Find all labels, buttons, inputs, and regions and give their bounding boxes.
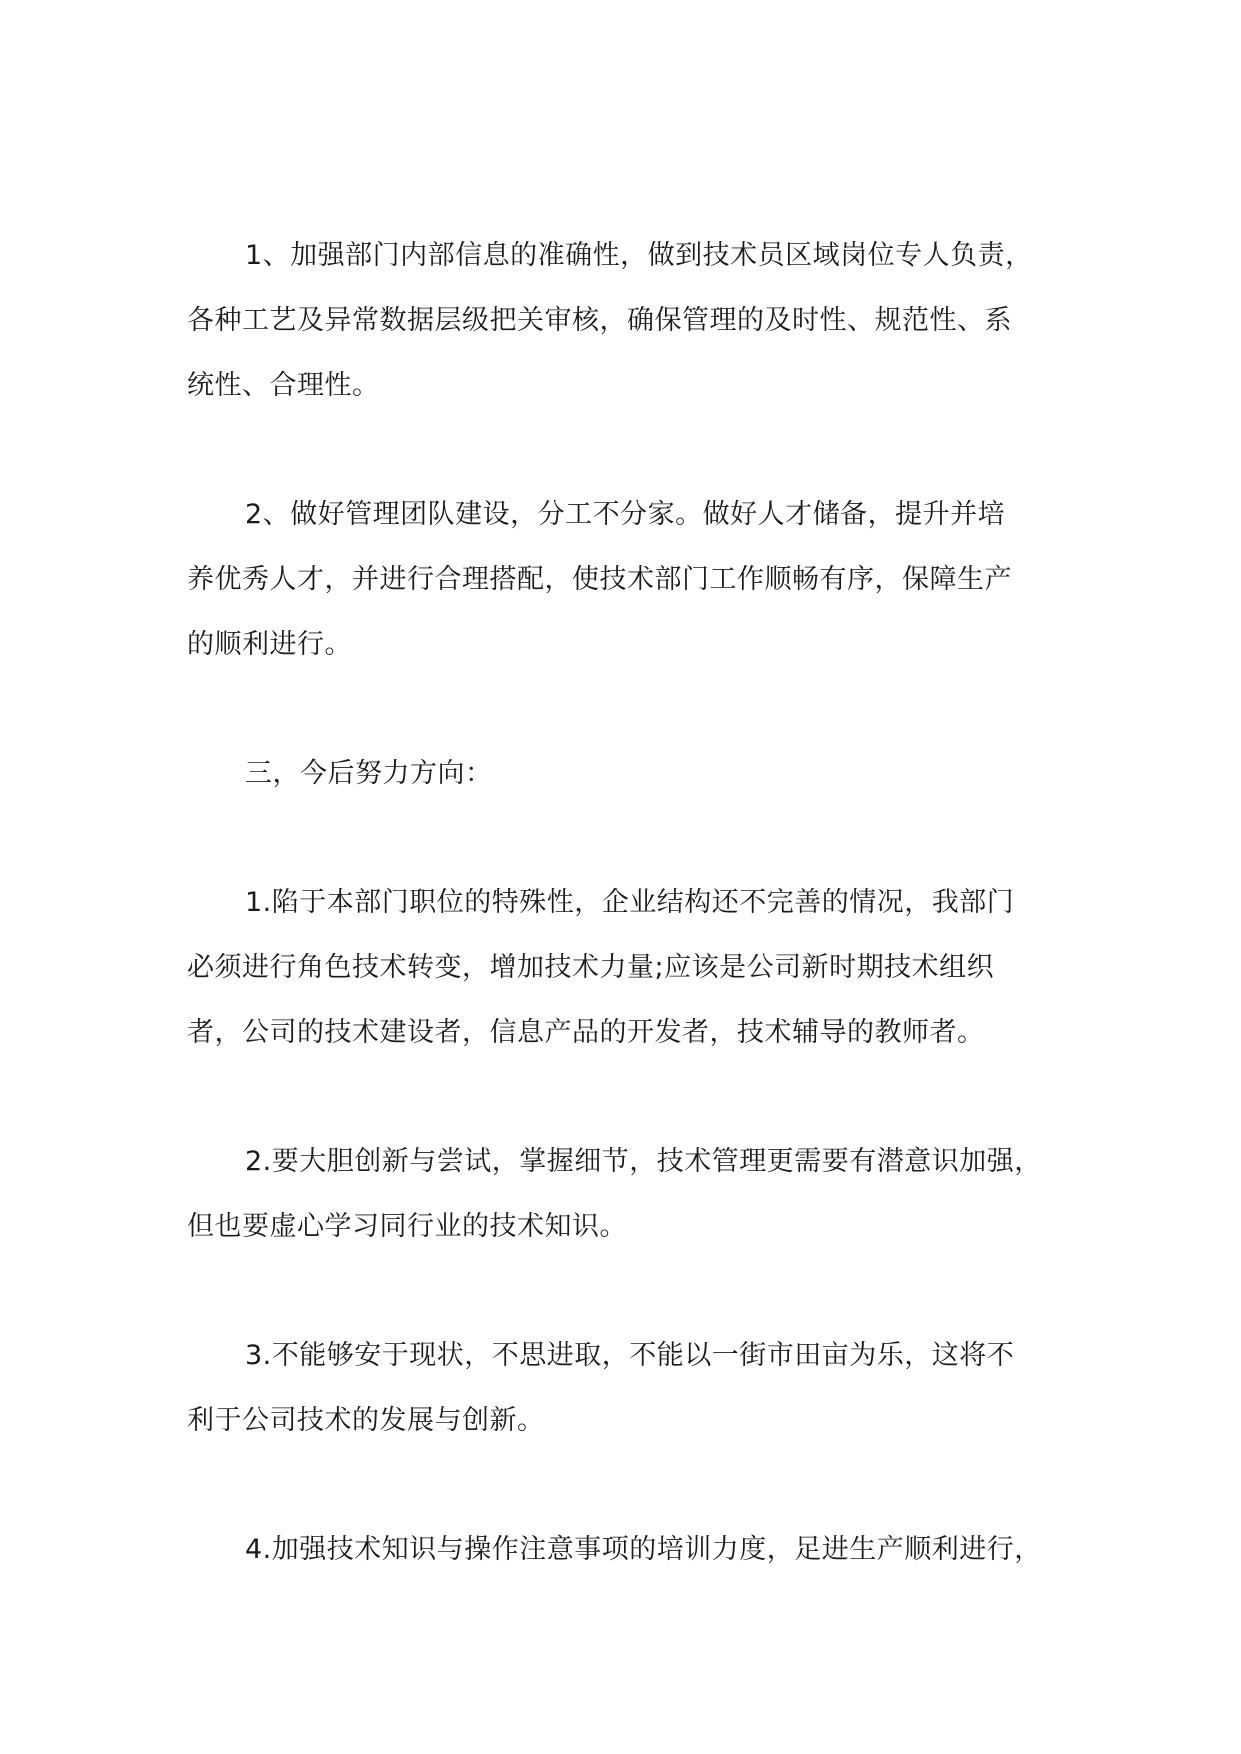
document-body [187,223,1067,1646]
paragraph-line: 利于公司技术的发展与创新。 [187,1405,545,1436]
paragraph-line: 养优秀人才，并进行合理搭配，使技术部门工作顺畅有序，保障生产 [187,564,1012,595]
section-heading-text: 三，今后努力方向： [245,758,493,789]
paragraph-line: 的顺利进行。 [187,629,352,660]
paragraph-1 [187,223,1067,418]
paragraph-line: 1、加强部门内部信息的准确性，做到技术员区域岗位专人负责， [245,240,1033,271]
paragraph-line: 各种工艺及异常数据层级把关审核，确保管理的及时性、规范性、系 [187,305,1012,336]
paragraph-4 [187,1129,1067,1259]
paragraph-line: 1.陷于本部门职位的特殊性，企业结构还不完善的情况，我部门 [245,887,1015,918]
paragraph-line: 2.要大胆创新与尝试，掌握细节，技术管理更需要有潜意识加强， [245,1146,1042,1177]
paragraph-line: 3.不能够安于现状，不思进取，不能以一街市田亩为乐，这将不 [245,1340,1015,1371]
section-heading [187,741,1067,806]
paragraph-2 [187,482,1067,677]
paragraph-line: 必须进行角色技术转变，增加技术力量;应该是公司新时期技术组织 [187,952,995,983]
paragraph-3 [187,870,1067,1065]
paragraph-5 [187,1323,1067,1453]
paragraph-line: 2、做好管理团队建设，分工不分家。做好人才储备，提升并培 [245,499,1006,530]
paragraph-line: 4.加强技术知识与操作注意事项的培训力度，足进生产顺利进行， [245,1534,1042,1565]
paragraph-line: 统性、合理性。 [187,370,380,401]
paragraph-line: 者，公司的技术建设者，信息产品的开发者，技术辅导的教师者。 [187,1017,985,1048]
paragraph-line: 但也要虚心学习同行业的技术知识。 [187,1211,627,1242]
paragraph-6 [187,1517,1067,1582]
